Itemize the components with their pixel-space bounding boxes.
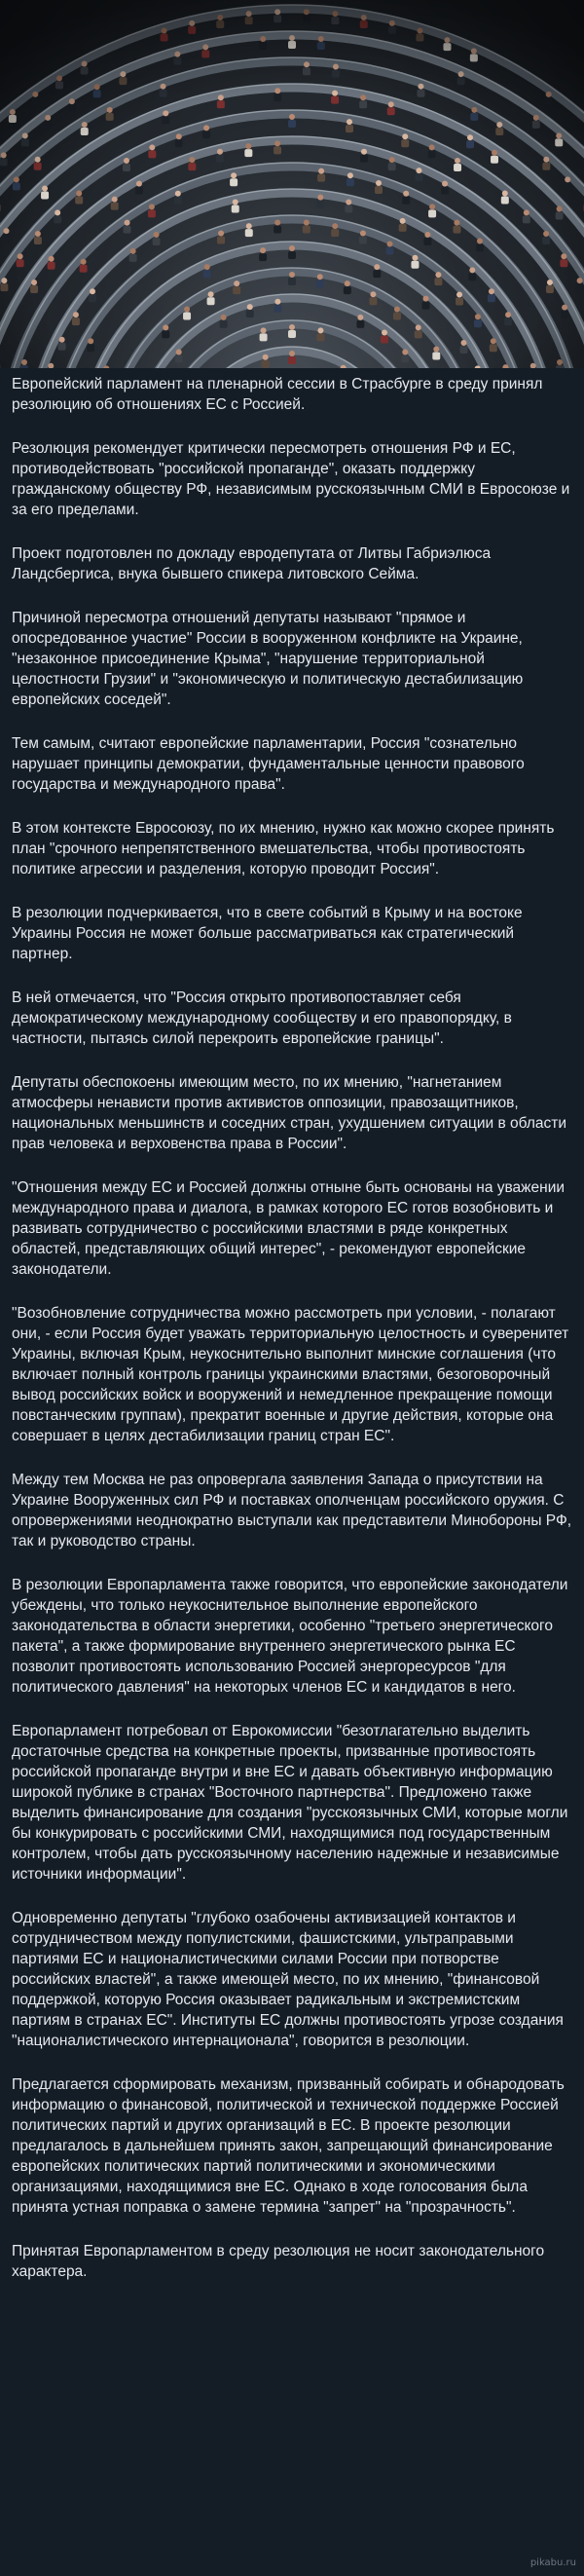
parliament-photo [0, 0, 584, 368]
article-paragraph: Европарламент потребовал от Еврокомиссии "безотлагательно выделить достаточные средства на конкретные проекты, призванные противостоять российской пропаганде внутри и вне ЕС и давать объективную информацию широкой публике в странах "Восточного партнерства". Предложено также выделить финансирование для создания "русскоязычных СМИ, которые могли бы конкурировать с российскими СМИ, находящимися под государственным контролем, чтобы дать русскоязычному населению надежные и независимые источники информации". [12, 1723, 568, 1883]
hemicycle-illustration [0, 0, 584, 368]
article-body [0, 368, 584, 2282]
article-paragraph: Тем самым, считают европейские парламентарии, Россия "сознательно нарушает принципы демократии, фундаментальные ценности правового государства и международного права". [12, 735, 525, 793]
article-paragraph: "Возобновление сотрудничества можно рассмотреть при условии, - полагают они, - если Россия будет уважать территориальную целостность и суверенитет Украины, включая Крым, неукоснительно выполнит минские соглашения (что включает полный контроль границы украинскими властями, безоговорочный вывод российских войск и вооружений и немедленное прекращение помощи повстанческим группам), прекратит военные и другие действия, которые она совершает в целях дестабилизации границ стран ЕС". [12, 1305, 569, 1444]
article-paragraph: Резолюция рекомендует критически пересмотреть отношения РФ и ЕС, противодействовать "российской пропаганде", оказать поддержку гражданскому обществу РФ, независимым русскоязычным СМИ в Евросоюзе и за его пределами. [12, 440, 570, 518]
article-paragraph: Между тем Москва не раз опровергала заявления Запада о присутствии на Украине Вооруженных сил РФ и поставках ополченцам российского оружия. С опровержениями неоднократно выступали как представители Минобороны РФ, так и руководство страны. [12, 1472, 572, 1549]
article-paragraph: В резолюции Европарламента также говорится, что европейские законодатели убеждены, что только неукоснительное выполнение европейского законодательства в области энергетики, особенно "третьего энергетического пакета", а также формирование внутреннего энергетического рынка ЕС позволит противостоять использованию Россией энергоресурсов "для политического давления" на некоторых членов ЕС и кандидатов в него. [12, 1577, 568, 1696]
article-paragraph: В ней отмечается, что "Россия открыто противопоставляет себя демократическому международному сообществу и его правопорядку, в частности, пытаясь силой перекроить европейские границы". [12, 989, 512, 1047]
article-paragraph: Принятая Европарламентом в среду резолюция не носит законодательного характера. [12, 2243, 545, 2280]
article-paragraph: Одновременно депутаты "глубоко озабочены активизацией контактов и сотрудничеством между популистскими, фашистскими, ультраправыми партиями ЕС и националистическими силами России при потворстве российских властей", а также имеющей место, по их мнению, "финансовой поддержкой, которую Россия оказывает радикальным и экстремистским партиям в странах ЕС". Институты ЕС должны противостоять угрозе создания "националистического интернационала", говорится в резолюции. [12, 1910, 564, 2049]
article-paragraph: В резолюции подчеркивается, что в свете событий в Крыму и на востоке Украины Россия не может больше рассматриваться как стратегический партнер. [12, 905, 523, 962]
article-paragraph: Проект подготовлен по докладу евродепутата от Литвы Габриэлюса Ландсбергиса, внука бывшего спикера литовского Сейма. [12, 545, 492, 582]
article-paragraph: Предлагается сформировать механизм, призванный собирать и обнародовать информацию о финансовой, политической и технической поддержке Россией политических партий и других организаций в ЕС. В проекте резолюции предлагалось в дальнейшем принять закон, запрещающий финансирование европейских политических партий политическими и экономическими организациями, находящимися вне ЕС. Однако в ходе голосования была принята устная поправка о замене термина "запрет" на "прозрачность". [12, 2076, 565, 2216]
photo-vignette [0, 0, 584, 368]
article-paragraph: Причиной пересмотра отношений депутаты называют "прямое и опосредованное участие" России в вооруженном конфликте на Украине, "незаконное присоединение Крыма", "нарушение территориальной целостности Грузии" и "экономическую и политическую дестабилизацию европейских соседей". [12, 610, 524, 708]
article-paragraph: Европейский парламент на пленарной сессии в Страсбурге в среду принял резолюцию об отношениях ЕС с Россией. [12, 376, 543, 413]
article-paragraph: "Отношения между ЕС и Россией должны отныне быть основаны на уважении международного права и диалога, в рамках которого ЕС готов возобновить и развивать сотрудничество с российскими властями в ряде конкретных областей, представляющих общий интерес", - рекомендуют европейские законодатели. [12, 1179, 566, 1278]
watermark: pikabu.ru [529, 2557, 576, 2568]
article-paragraph: В этом контексте Евросоюзу, по их мнению, нужно как можно скорее принять план "срочного непрепятственного вмешательства, чтобы противостоять политике агрессии и разделения, которую проводит Россия". [12, 820, 555, 877]
article-paragraph: Депутаты обеспокоены имеющим место, по их мнению, "нагнетанием атмосферы ненависти против активистов оппозиции, правозащитников, национальных меньшинств и соседних стран, ухудшением ситуации в области прав человека и верховенства права в России". [12, 1074, 566, 1152]
